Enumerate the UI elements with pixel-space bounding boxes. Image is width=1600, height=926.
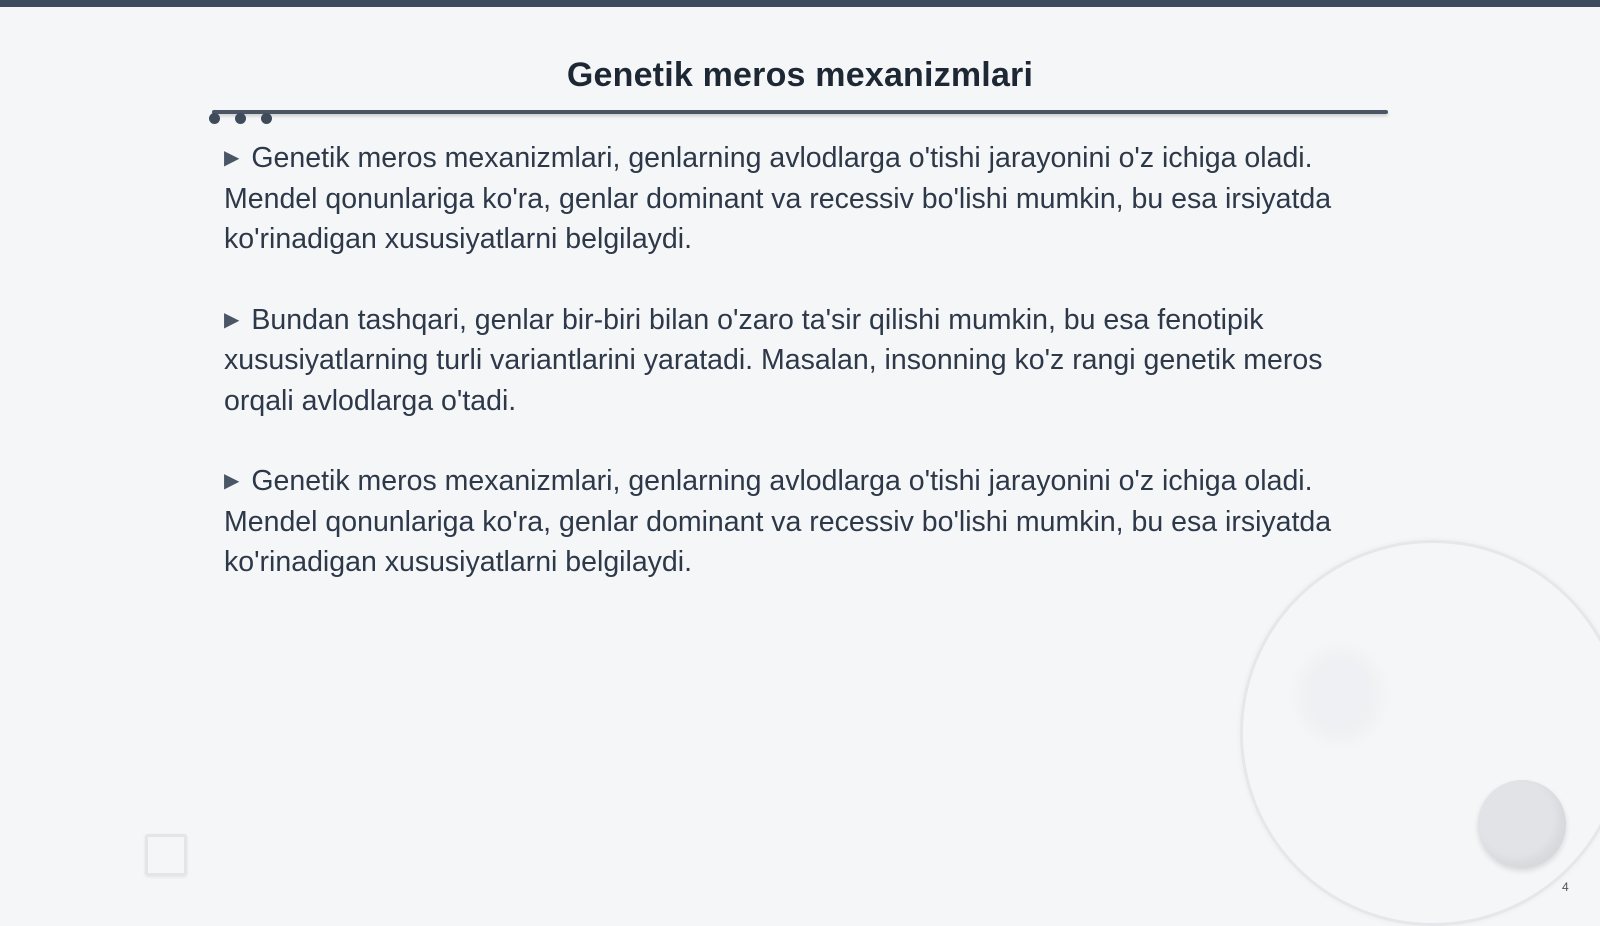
title-divider xyxy=(212,110,1388,114)
paragraph-text: Bundan tashqari, genlar bir-biri bilan o'zaro ta'sir qilishi mumkin, bu esa fenotipik xususiyatlarning turli variantlarini yaratadi. Masalan, insonning ko'z rangi genetik meros orqali avlodlarga o'tadi. xyxy=(224,303,1323,417)
bullet-paragraph-3 xyxy=(224,461,1384,583)
paragraph-text: Genetik meros mexanizmlari, genlarning avlodlarga o'tishi jarayonini o'z ichiga oladi. Mendel qonunlariga ko'ra, genlar dominant va recessiv bo'lishi mumkin, bu esa irsiyatda ko'rinadigan xususiyatlarni belgilaydi. xyxy=(224,142,1332,255)
triangle-right-icon: ▶ xyxy=(224,308,240,331)
triangle-right-icon: ▶ xyxy=(224,147,240,169)
decorative-ring xyxy=(1240,540,1600,926)
decorative-circle xyxy=(1478,780,1566,868)
triangle-right-icon: ▶ xyxy=(224,470,240,492)
divider-dot xyxy=(235,113,246,124)
decorative-blur xyxy=(1300,650,1380,740)
bullet-paragraph-1 xyxy=(224,138,1384,260)
page-number: 4 xyxy=(1562,880,1569,894)
divider-dot xyxy=(261,113,272,124)
bullet-paragraph-2 xyxy=(224,300,1384,422)
top-accent-bar xyxy=(0,0,1600,7)
slide-title: Genetik meros mexanizmlari xyxy=(566,56,1034,94)
paragraph-text: Genetik meros mexanizmlari, genlarning avlodlarga o'tishi jarayonini o'z ichiga oladi. Mendel qonunlariga ko'ra, genlar dominant va recessiv bo'lishi mumkin, bu esa irsiyatda ko'rinadigan xususiyatlarni belgilaydi. xyxy=(224,465,1332,578)
divider-dot xyxy=(209,113,220,124)
slide-body xyxy=(224,138,1384,623)
decorative-square xyxy=(145,834,187,876)
